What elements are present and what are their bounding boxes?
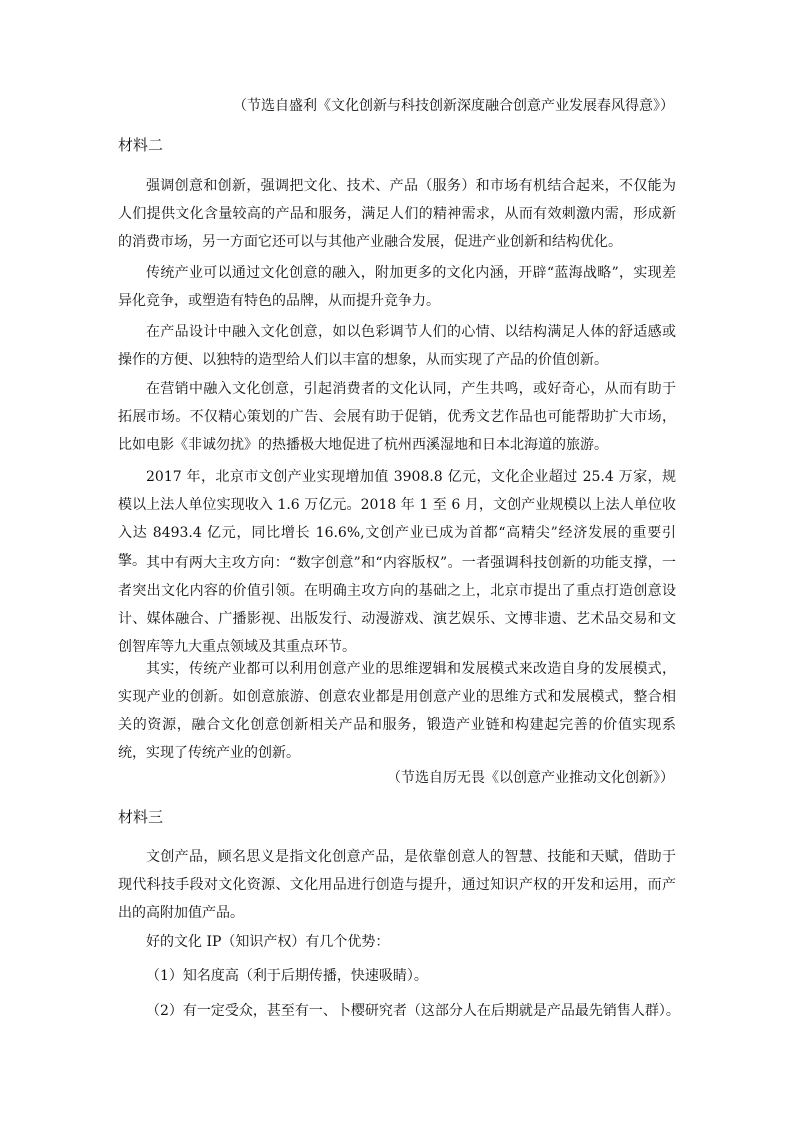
list-item: （1）知名度高（利于后期传播，快速吸睛）。 [146, 968, 428, 984]
paragraph: 其实，传统产业都可以利用创意产业的思维逻辑和发展模式来改造自身的发展模式，实现产业的创新。如创意旅游、创意农业都是用创意产业的思维方式和发展模式，整合相关的资源，融合文化创意创新相关产品和服务，锻造产业链和构建起完善的价值实现系统，实现了传统产业的创新。 [118, 661, 676, 761]
paragraph: 好的文化 IP（知识产权）有几个优势： [146, 934, 390, 950]
source-citation-1: （节选自盛利《文化创新与科技创新深度融合创意产业发展春风得意》） [233, 98, 674, 114]
list-item: （2）有一定受众，甚至有一、卜樱研究者（这部分人在后期就是产品最先销售人群）。 [146, 1003, 680, 1019]
source-citation-2: （节选自厉无畏《以创意产业推动文化创新》） [387, 770, 674, 786]
paragraph: 传统产业可以通过文化创意的融入，附加更多的文化内涵，开辟“蓝海战略”，实现差异化竞争，或塑造有特色的品牌，从而提升竞争力。 [118, 265, 676, 309]
section-heading-material-3: 材料三 [118, 808, 164, 826]
paragraph: 2017 年，北京市文创产业实现增加值 3908.8 亿元，文化企业超过 25.4 万家，规模以上法人单位实现收入 1.6 万亿元。2018 年 1 至 6 月，文创产业规模以上法人单位收入达 8493.4 亿元，同比增长 16.6%,文创产业已成为首都“高精尖”经济发展的重要引擎。 [118, 469, 676, 569]
section-heading-material-2: 材料二 [118, 136, 164, 154]
paragraph: 其中有两大主攻方向：“数字创意”和“内容版权”。一者强调科技创新的功能支撑，一者突出文化内容的价值引领。在明确主攻方向的基础之上，北京市提出了重点打造创意设计、媒体融合、广播影视、出版发行、动漫游戏、演艺娱乐、文博非遗、艺术品交易和文创智库等九大重点领域及其重点环节。 [118, 555, 676, 655]
paragraph: 在营销中融入文化创意，引起消费者的文化认同，产生共鸣，或好奇心，从而有助于拓展市场。不仅精心策划的广告、会展有助于促销，优秀文艺作品也可能帮助扩大市场，比如电影《非诚勿扰》的热播极大地促进了杭州西溪湿地和日本北海道的旅游。 [118, 381, 676, 453]
paragraph: 文创产品，顾名思义是指文化创意产品，是依靠创意人的智慧、技能和天赋，借助于现代科技手段对文化资源、文化用品进行创造与提升，通过知识产权的开发和运用，而产出的高附加值产品。 [118, 849, 676, 921]
paragraph: 强调创意和创新，强调把文化、技术、产品（服务）和市场有机结合起来，不仅能为人们提供文化含量较高的产品和服务，满足人们的精神需求，从而有效刺激内需，形成新的消费市场，另一方面它还可以与其他产业融合发展，促进产业创新和结构优化。 [118, 178, 676, 250]
paragraph: 在产品设计中融入文化创意，如以色彩调节人们的心情、以结构满足人体的舒适感或操作的方便、以独特的造型给人们以丰富的想象，从而实现了产品的价值创新。 [118, 324, 676, 368]
